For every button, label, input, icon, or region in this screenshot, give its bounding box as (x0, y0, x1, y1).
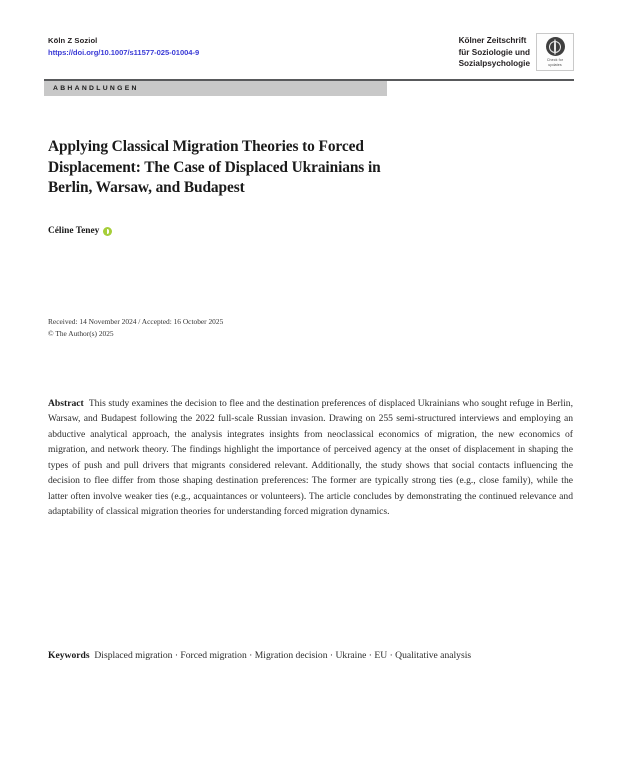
publication-dates (48, 316, 223, 340)
journal-title-line-3: Sozialpsychologie (458, 59, 530, 69)
doi-link[interactable]: https://doi.org/10.1007/s11577-025-01004-9 (48, 48, 200, 58)
crossmark-caption (547, 58, 563, 67)
keywords-label: Keywords (48, 649, 90, 661)
section-band (44, 81, 387, 96)
crossmark-globe-icon (546, 37, 565, 56)
crossmark-caption-line-2: updates (548, 62, 562, 67)
masthead (48, 36, 574, 82)
keywords-text: Displaced migration · Forced migration · Migration decision · Ukraine · EU · Qualitative analysis (94, 649, 472, 661)
abstract-label: Abstract (48, 397, 84, 409)
abstract-text: This study examines the decision to flee and the destination preferences of displaced Ukrainians who sought refuge in Berlin, Warsaw, and Budapest following the 2022 full-scale Russian invasion. Drawing on 255 semi-structured interviews and employing an abductive analytical approach, the analysis integrates insights from neoclassical economics of migration, the new economics of migration, and network theory. The findings highlight the importance of perceived agency at the onset of displacement in shaping the types of push and pull drivers that migrants considered relevant. Additionally, the study shows that social contacts influencing the decision to flee differ from those shaping destination preferences: The former are typically strong ties (e.g., close family), while the latter often involve weaker ties (e.g., acquaintances or volunteers). The article concludes by demonstrating the continued relevance and adaptability of classical migration theories for understanding forced migration dynamics. (48, 397, 573, 518)
crossmark-caption-line-1: Check for (546, 58, 564, 62)
received-accepted-line: Received: 14 November 2024 / Accepted: 16 October 2025 (48, 317, 224, 326)
abstract (48, 396, 573, 520)
author-line (48, 226, 112, 236)
copyright-line: © The Author(s) 2025 (48, 329, 114, 339)
keywords (48, 648, 518, 664)
orcid-icon[interactable] (103, 227, 112, 236)
section-band-label: ABHANDLUNGEN (53, 85, 139, 92)
journal-abbreviation: Köln Z Soziol (48, 36, 98, 45)
journal-title-line-2: für Soziologie und (458, 47, 530, 57)
journal-title-line-1: Kölner Zeitschrift (458, 36, 527, 45)
crossmark-badge[interactable] (536, 33, 574, 71)
page-title: Applying Classical Migration Theories to Forced Displacement: The Case of Displaced Ukrainians in Berlin, Warsaw, and Budapest (48, 138, 381, 197)
masthead-right (459, 33, 574, 71)
masthead-left (48, 36, 199, 59)
journal-full-title (459, 33, 530, 70)
author-name: Céline Teney (48, 226, 100, 236)
